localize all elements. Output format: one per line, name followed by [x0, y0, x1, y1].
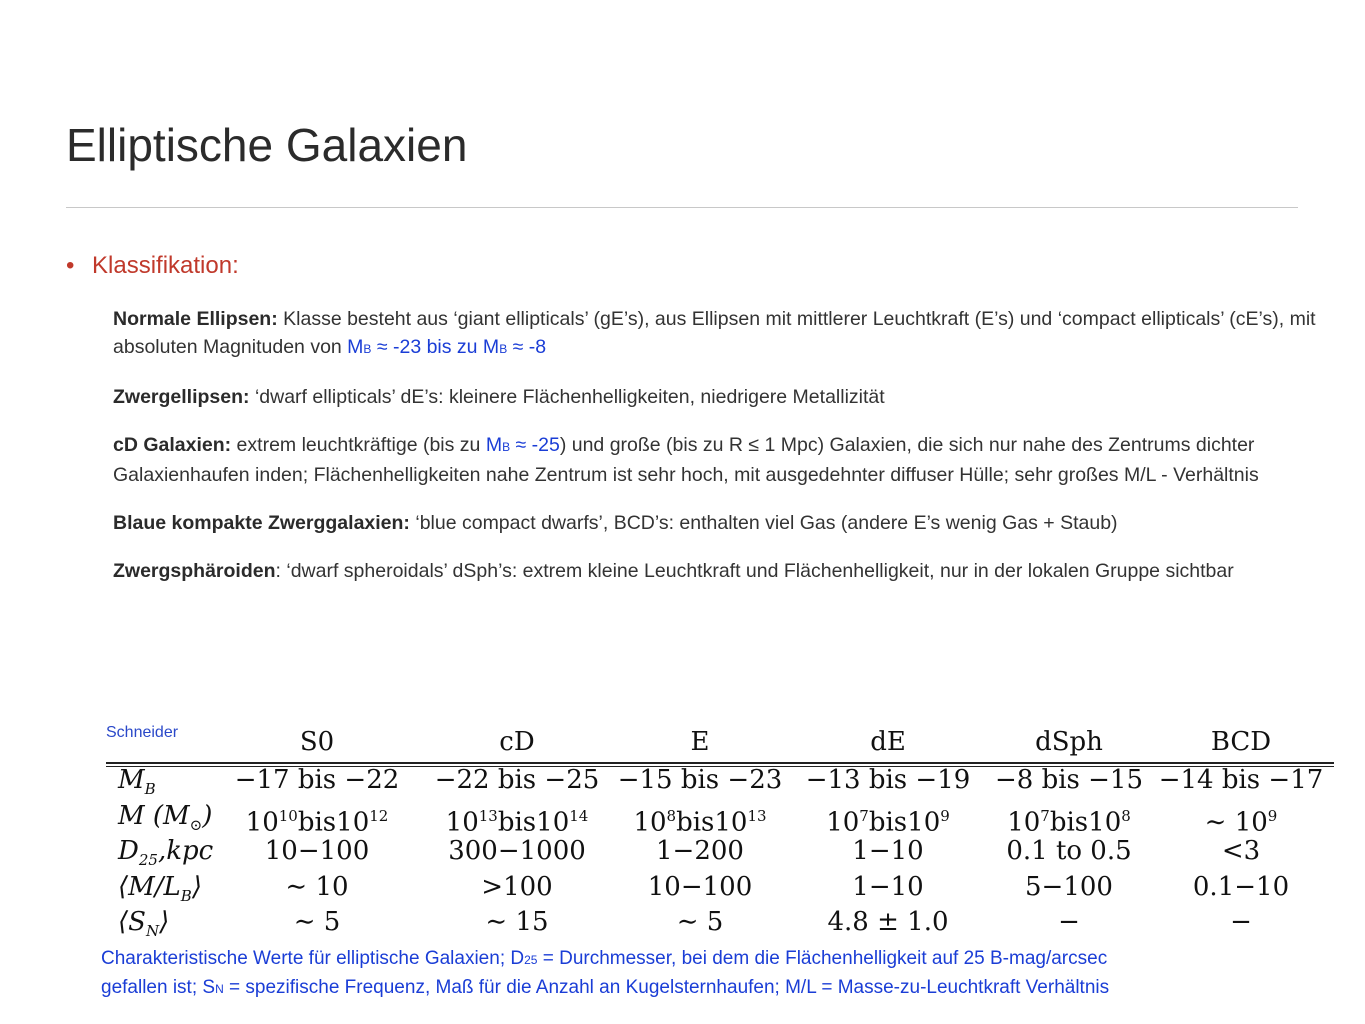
table-row [106, 762, 1334, 798]
magnitude-range: MB ≈ -23 bis zu MB ≈ -8 [347, 336, 547, 358]
table-cell: 5−100 [1025, 871, 1113, 902]
table-cell: ∼ $10^9$ [1204, 806, 1278, 838]
page-title: Elliptische Galaxien [66, 119, 468, 171]
bullet-item [66, 252, 239, 280]
table-cell: −15 bis −23 [617, 765, 783, 795]
paragraph-cd-galaxien [113, 431, 1328, 489]
table-cell: −17 bis −22 [234, 765, 400, 795]
table-cell: 300−1000 [448, 836, 586, 866]
table-cell: $10^7bis10^8$ [1007, 806, 1131, 838]
table-cell: 0.1 to 0.5 [1006, 836, 1132, 866]
table-cell: 10−100 [647, 871, 753, 902]
row-label: $⟨S_N⟩$ [118, 907, 170, 941]
paragraph-bcd [113, 509, 1328, 537]
table-cell: $10^7bis10^9$ [826, 806, 950, 838]
paragraph-heading: Zwergellipsen: [113, 386, 250, 408]
paragraph-heading: cD Galaxien: [113, 434, 232, 456]
column-header-bcd: BCD [1210, 727, 1272, 757]
paragraph-heading: Zwergsphäroiden [113, 560, 276, 582]
table-header-row [106, 724, 1334, 760]
paragraph-text: ) und große (bis zu R ≤ 1 Mpc) Galaxien, die sich nur nahe des Zentrums dichter Galaxienhaufen inden; Flächenhelligkeiten nahe Zentrum ist sehr hoch, mit ausgedehnter diffuser Hülle; sehr großes M/L - Verhältnis [113, 434, 1259, 486]
column-header-e: E [690, 727, 710, 757]
source-credit: Schneider [106, 724, 179, 741]
table-row [106, 798, 1334, 838]
table-cell: 1−10 [852, 836, 924, 866]
bullet-dot: • [66, 252, 75, 279]
paragraph-heading: Blaue kompakte Zwerggalaxien: [113, 512, 410, 534]
table-row [106, 833, 1334, 869]
table-cell: ∼ 10 [285, 871, 349, 902]
table-cell: − [1058, 907, 1080, 937]
classification-list [113, 305, 1328, 605]
column-header-cd: cD [499, 727, 535, 757]
table-cell: ∼ 15 [485, 907, 549, 937]
row-label: $D_{25},kpc$ [118, 836, 214, 870]
paragraph-text: Klasse besteht aus ‘giant ellipticals’ (gE’s), aus Ellipsen mit mittlerer Leuchtkraft (E’s) und ‘compact ellipticals’ (cE’s), mit absoluten Magnituden von [113, 308, 1316, 358]
table-cell: 10−100 [264, 836, 370, 866]
magnitude-value: MB ≈ -25 [485, 434, 560, 456]
table-cell: −14 bis −17 [1158, 765, 1324, 795]
paragraph-normale-ellipsen [113, 305, 1328, 363]
table-row [106, 869, 1334, 905]
column-header-dsph: dSph [1035, 727, 1103, 757]
table-cell: $10^{10}bis10^{12}$ [245, 806, 389, 838]
table-cell: >100 [481, 871, 553, 902]
table-cell: $10^8bis10^{13}$ [633, 806, 767, 838]
column-header-s0: S0 [299, 727, 335, 757]
table-cell: ∼ 5 [676, 907, 724, 937]
paragraph-zwergellipsen [113, 383, 1328, 411]
row-label: M $(M_⊙)$ [118, 800, 213, 834]
bullet-label: Klassifikation: [92, 252, 239, 279]
paragraph-text: extrem leuchtkräftige (bis zu [231, 434, 486, 456]
paragraph-heading: Normale Ellipsen: [113, 308, 278, 330]
table-cell: −13 bis −19 [805, 765, 971, 795]
table-cell: $10^{13}bis10^{14}$ [445, 806, 589, 838]
table-row [106, 904, 1334, 940]
table-caption: Charakteristische Werte für elliptische Galaxien; D25 = Durchmesser, bei dem die Flächenhelligkeit auf 25 B-mag/arcsec gefallen ist; SN = spezifische Frequenz, Maß für die Anzahl an Kugelsternhaufen; M/L = Masse-zu-Leuchtkraft Verhältnis [101, 948, 1110, 998]
table-cell: 1−200 [656, 836, 744, 866]
table-cell: 1−10 [852, 871, 924, 902]
column-header-de: dE [870, 727, 906, 757]
table-cell: <3 [1221, 836, 1261, 866]
paragraph-text: ‘dwarf ellipticals’ dE’s: kleinere Flächenhelligkeiten, niedrigere Metallizität [249, 386, 885, 408]
table-cell: −22 bis −25 [434, 765, 600, 795]
title-divider [66, 207, 1298, 208]
table-cell: − [1230, 907, 1252, 937]
row-label: $⟨M/L_B⟩$ [118, 871, 202, 905]
table-cell: 4.8 ± 1.0 [827, 907, 949, 937]
table-cell: −8 bis −15 [994, 765, 1144, 795]
paragraph-text: : ‘dwarf spheroidals’ dSph’s: extrem kleine Leuchtkraft und Flächenhelligkeit, nur in der lokalen Gruppe sichtbar [275, 560, 1234, 582]
paragraph-text: ‘blue compact dwarfs’, BCD’s: enthalten viel Gas (andere E’s wenig Gas + Staub) [409, 512, 1118, 534]
row-label: $M_B$ [118, 765, 156, 799]
table-cell: 0.1−10 [1192, 871, 1290, 902]
paragraph-zwergsphaeroiden [113, 557, 1328, 585]
table-cell: ∼ 5 [293, 907, 341, 937]
